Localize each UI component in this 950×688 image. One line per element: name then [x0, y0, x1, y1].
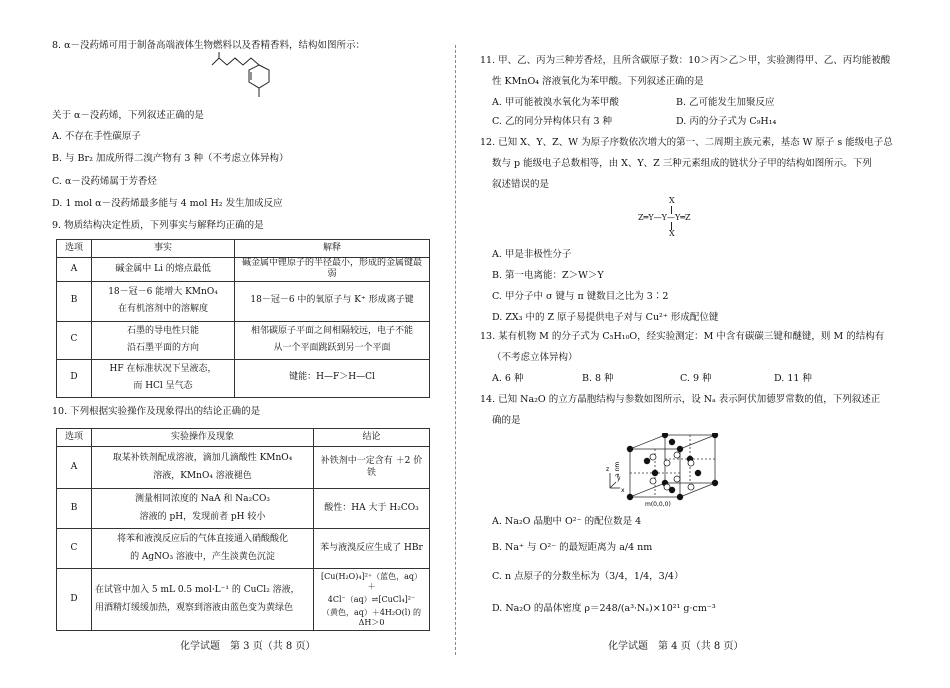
- q10-c-op-1: 将苯和液溴反应后的气体直接通入硝酸酸化: [116, 534, 288, 545]
- q13-line-1: 13. 某有机物 M 的分子式为 C₅H₁₀O，经实验测定：M 中含有碳碳三键和醚键，则 M 的结构有: [480, 331, 885, 342]
- q10-c-op-2: 的 AgNO₃ 溶液中，产生淡黄色沉淀: [130, 551, 275, 562]
- q10-row-d: [57, 569, 430, 631]
- origin-label: m(0,0,0): [645, 501, 671, 508]
- q9-b-expl: 18－冠－6 中的氧原子与 K⁺ 形成离子键: [250, 295, 414, 306]
- q11-line-1: 11. 甲、乙、丙为三种芳香烃，且所含碳原子数：10＞丙＞乙＞甲，实验测得甲、乙、丙均能被酸: [480, 55, 891, 66]
- bisabolene-structure-icon: [207, 50, 287, 102]
- q13-option-d: D. 11 种: [774, 373, 812, 384]
- q9-a-opt: A: [57, 258, 92, 282]
- q9-d-opt: D: [57, 359, 92, 397]
- q10-c-con: 苯与液溴反应生成了 HBr: [320, 542, 423, 553]
- q8-option-b: B. 与 Br₂ 加成所得二溴产物有 3 种（不考虑立体异构）: [52, 153, 289, 164]
- q11-line-2: 性 KMnO₄ 溶液氧化为苯甲酸。下列叙述正确的是: [492, 76, 704, 87]
- axis-y-label: y: [617, 475, 621, 482]
- q10-table: [56, 428, 430, 631]
- q9-b-fact-2: 在有机溶剂中的溶解度: [117, 304, 208, 314]
- q9-a-expl: 碱金属中锂原子的半径最小，形成的金属键最弱: [241, 258, 422, 280]
- q9-row-b: [57, 281, 430, 321]
- q10-a-op-1: 取某补铁剂配成溶液，滴加几滴酸性 KMnO₄: [112, 453, 293, 464]
- q10-a-opt: A: [57, 447, 92, 489]
- q10-c-opt: C: [57, 529, 92, 569]
- q8-option-a: A. 不存在手性碳原子: [52, 131, 141, 142]
- q10-d-op-1: 在试管中加入 5 mL 0.5 mol·L⁻¹ 的 CuCl₂ 溶液，: [95, 585, 300, 596]
- page-footer-right: 化学试题 第 4 页（共 8 页）: [608, 641, 744, 652]
- q14-line-1: 14. 已知 Na₂O 的立方晶胞结构与参数如图所示，设 Nₐ 表示阿伏加德罗常数的值，下列叙述正: [480, 394, 881, 405]
- q11-option-d: D. 丙的分子式为 C₉H₁₄: [676, 116, 777, 127]
- q10-header-option: 选项: [57, 429, 92, 447]
- cell-edge-label: a nm: [614, 461, 621, 477]
- q9-d-fact-1: HF 在标准状况下呈液态，: [109, 363, 217, 374]
- q9-stem: 9. 物质结构决定性质，下列事实与解释均正确的是: [52, 220, 264, 231]
- q9-b-fact-1: 18－冠－6 能增大 KMnO₄: [108, 286, 218, 297]
- q9-row-c: [57, 321, 430, 359]
- q9-row-d: [57, 359, 430, 397]
- q9-d-expl: 键能：H—F＞H—Cl: [289, 372, 375, 383]
- q14-option-d: D. Na₂O 的晶体密度 ρ＝248/(a³·Nₐ)×10²¹ g·cm⁻³: [492, 603, 716, 614]
- q9-c-opt: C: [57, 321, 92, 359]
- q9-row-a: [57, 258, 430, 282]
- q10-d-con-3: （黄色，aq）＋4H₂O(l) 的 ΔH＞0: [321, 607, 422, 627]
- q10-a-con: 补铁剂中一定含有 ＋2 价铁: [320, 456, 423, 478]
- q12-line-1: 12. 已知 X、Y、Z、W 为原子序数依次增大的第一、二周期主族元素，基态 W 原子 s 能级电子总: [480, 137, 893, 148]
- q10-d-con-2: 4Cl⁻（aq）⇌[CuCl₄]²⁻: [327, 594, 416, 604]
- q12-option-b: B. 第一电离能：Z＞W＞Y: [492, 270, 604, 281]
- q10-row-c: [57, 529, 430, 569]
- page-divider: [455, 45, 456, 655]
- q13-line-2: （不考虑立体异构）: [492, 352, 578, 363]
- q10-header-conclusion: 结论: [314, 429, 430, 447]
- q10-b-op-1: 测量相同浓度的 NaA 和 Na₂CO₃: [134, 494, 271, 505]
- q9-a-fact: 碱金属中 Li 的熔点最低: [115, 263, 211, 274]
- q8-option-d: D. 1 mol α－没药烯最多能与 4 mol H₂ 发生加成反应: [52, 198, 283, 209]
- q11-option-c: C. 乙的同分异构体只有 3 种: [492, 116, 613, 127]
- q10-row-a: [57, 447, 430, 489]
- q12-struct-bottom: X: [669, 229, 675, 238]
- q8-stem: 8. α－没药烯可用于制备高端液体生物燃料以及香精香料，结构如图所示：: [52, 40, 365, 51]
- q10-d-opt: D: [57, 569, 92, 631]
- axis-x-label: x: [621, 487, 625, 494]
- q14-option-b: B. Na⁺ 与 O²⁻ 的最短距离为 a/4 nm: [492, 542, 653, 553]
- q9-header-explanation: 解释: [235, 240, 430, 258]
- q12-option-c: C. 甲分子中 σ 键与 π 键数目之比为 3∶2: [492, 291, 669, 302]
- q8-option-c: C. α－没药烯属于芳香烃: [52, 176, 157, 187]
- q9-d-fact-2: 而 HCl 呈气态: [133, 381, 193, 391]
- q12-line-2: 数与 p 能级电子总数相等，由 X、Y、Z 三种元素组成的链状分子甲的结构如图所示。下列: [492, 158, 872, 169]
- q11-option-b: B. 乙可能发生加聚反应: [676, 97, 775, 108]
- q8-ask: 关于 α－没药烯，下列叙述正确的是: [52, 110, 204, 121]
- q10-d-con-1: [Cu(H₂O)₄]²⁺（蓝色，aq）＋: [320, 571, 423, 591]
- q12-struct-chain: Z═Y—Y—Y═Z: [638, 213, 691, 222]
- page-footer-left: 化学试题 第 3 页（共 8 页）: [180, 641, 316, 652]
- q13-option-a: A. 6 种: [492, 373, 524, 384]
- q9-header-option: 选项: [57, 240, 92, 258]
- q14-option-a: A. Na₂O 晶胞中 O²⁻ 的配位数是 4: [492, 516, 642, 527]
- q12-option-a: A. 甲是非极性分子: [492, 249, 572, 260]
- q9-c-expl-1: 相邻碳原子平面之间相隔较远，电子不能: [250, 325, 413, 336]
- q9-c-fact-2: 沿石墨平面的方向: [126, 343, 199, 353]
- q9-header-fact: 事实: [92, 240, 235, 258]
- q14-option-c: C. n 点原子的分数坐标为（3/4，1/4，3/4）: [492, 571, 684, 582]
- q9-c-fact-1: 石墨的导电性只能: [126, 325, 199, 336]
- q11-option-a: A. 甲可能被溴水氧化为苯甲酸: [492, 97, 619, 108]
- q9-table: [56, 239, 430, 398]
- q9-b-opt: B: [57, 281, 92, 321]
- q10-header-operation: 实验操作及现象: [92, 429, 314, 447]
- q12-line-3: 叙述错误的是: [492, 179, 550, 190]
- axis-z-label: z: [606, 466, 610, 473]
- q10-b-con: 酸性：HA 大于 H₂CO₃: [324, 502, 419, 513]
- q12-struct-top: X: [669, 196, 675, 205]
- q12-option-d: D. ZX₃ 中的 Z 原子易提供电子对与 Cu²⁺ 形成配位键: [492, 312, 719, 323]
- q10-stem: 10. 下列根据实验操作及现象得出的结论正确的是: [52, 406, 261, 417]
- q9-c-expl-2: 从一个平面跳跃到另一个平面: [273, 343, 391, 353]
- q13-option-b: B. 8 种: [582, 373, 614, 384]
- q10-a-op-2: 溶液，KMnO₄ 溶液褪色: [153, 470, 252, 481]
- q10-b-op-2: 溶液的 pH，发现前者 pH 较小: [139, 511, 266, 522]
- na2o-unit-cell-icon: [605, 433, 740, 508]
- q10-row-b: [57, 489, 430, 529]
- q10-d-op-2: 用酒精灯缓缓加热，观察到溶液由蓝色变为黄绿色: [95, 602, 294, 613]
- q14-line-2: 确的是: [492, 415, 521, 426]
- q13-option-c: C. 9 种: [680, 373, 712, 384]
- q10-b-opt: B: [57, 489, 92, 529]
